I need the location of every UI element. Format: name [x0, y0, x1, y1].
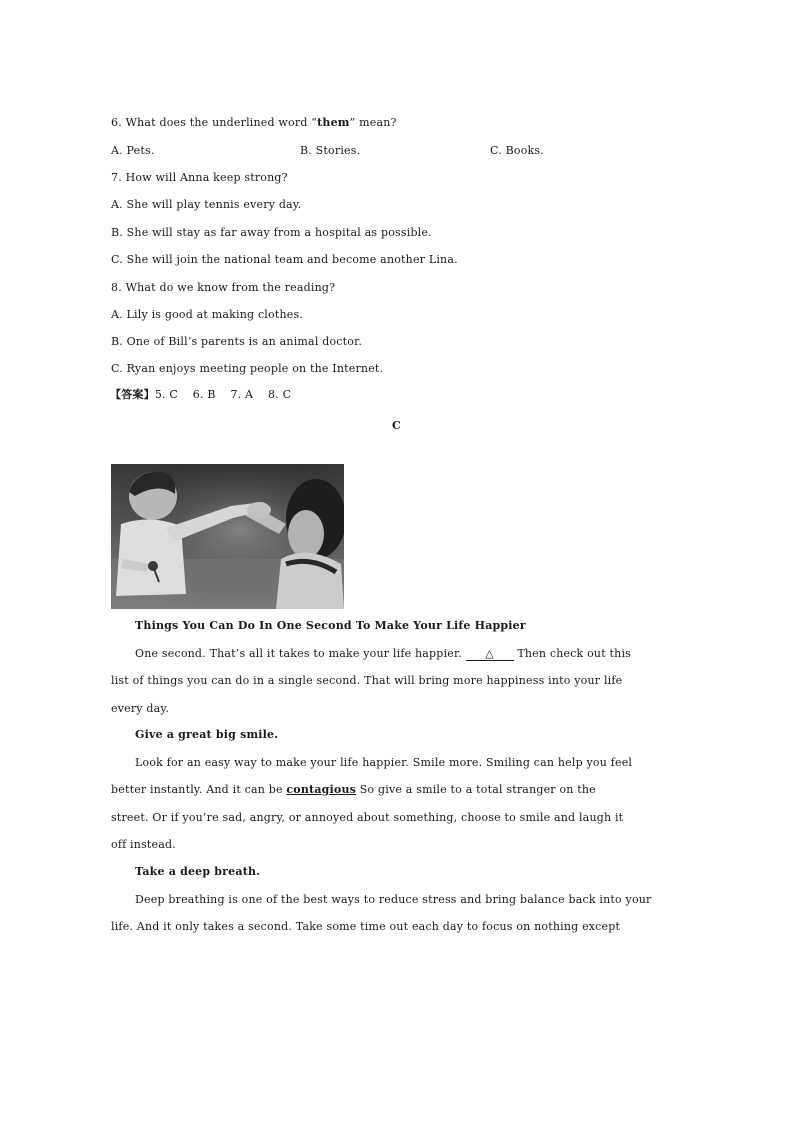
question-6-option-b: B. Stories.	[300, 144, 361, 157]
paragraph-2-line-4: off instead.	[111, 838, 176, 851]
answer-key	[110, 388, 291, 402]
question-6-option-c: C. Books.	[490, 144, 544, 157]
question-7-option-c: C. She will join the national team and become another Lina.	[111, 253, 458, 266]
question-7-option-a: A. She will play tennis every day.	[111, 198, 302, 211]
paragraph-1-line-2: list of things you can do in a single second. That will bring more happiness into your life	[111, 674, 623, 687]
underlined-word-them: them	[317, 116, 350, 129]
question-8-option-b: B. One of Bill’s parents is an animal doctor.	[111, 335, 363, 348]
paragraph-2-line-2	[111, 783, 596, 797]
heading-smile: Give a great big smile.	[135, 728, 279, 741]
paragraph-3-line-2: life. And it only takes a second. Take some time out each day to focus on nothing except	[111, 920, 621, 933]
answer-text: 5. C 6. B 7. A 8. C	[154, 388, 292, 401]
paragraph-2-line-1: Look for an easy way to make your life happier. Smile more. Smiling can help you feel	[135, 756, 633, 769]
paragraph-2-text: better instantly. And it can be	[111, 783, 287, 796]
paragraph-2-text-after-word: So give a smile to a total stranger on the	[356, 783, 596, 796]
question-8-stem: 8. What do we know from the reading?	[111, 281, 336, 294]
passage-photo	[111, 464, 344, 609]
question-6-option-a: A. Pets.	[111, 144, 155, 157]
heading-deep-breath: Take a deep breath.	[135, 865, 261, 878]
answer-tag: 【答案】	[110, 388, 155, 401]
paragraph-2-line-3: street. Or if you’re sad, angry, or annoyed about something, choose to smile and laugh it	[111, 811, 624, 824]
paragraph-1-text: One second. That’s all it takes to make your life happier.	[135, 647, 466, 660]
paragraph-1-line-3: every day.	[111, 702, 170, 715]
question-6-suffix: ” mean?	[349, 116, 397, 129]
passage-title: Things You Can Do In One Second To Make Your Life Happier	[135, 619, 526, 632]
paragraph-1-text-after-blank: Then check out this	[513, 647, 632, 660]
section-letter: C	[392, 419, 401, 432]
question-7-stem: 7. How will Anna keep strong?	[111, 171, 288, 184]
question-8-option-c: C. Ryan enjoys meeting people on the Internet.	[111, 362, 384, 375]
answer-blank: △	[466, 648, 514, 661]
paragraph-1-line-1	[135, 647, 631, 661]
question-7-option-b: B. She will stay as far away from a hospital as possible.	[111, 226, 432, 239]
question-8-option-a: A. Lily is good at making clothes.	[111, 308, 304, 321]
question-6-prefix: 6. What does the underlined word “	[111, 116, 318, 129]
paragraph-3-line-1: Deep breathing is one of the best ways to reduce stress and bring balance back into your	[135, 893, 652, 906]
question-6-stem	[111, 116, 397, 130]
underlined-word-contagious: contagious	[286, 783, 357, 796]
